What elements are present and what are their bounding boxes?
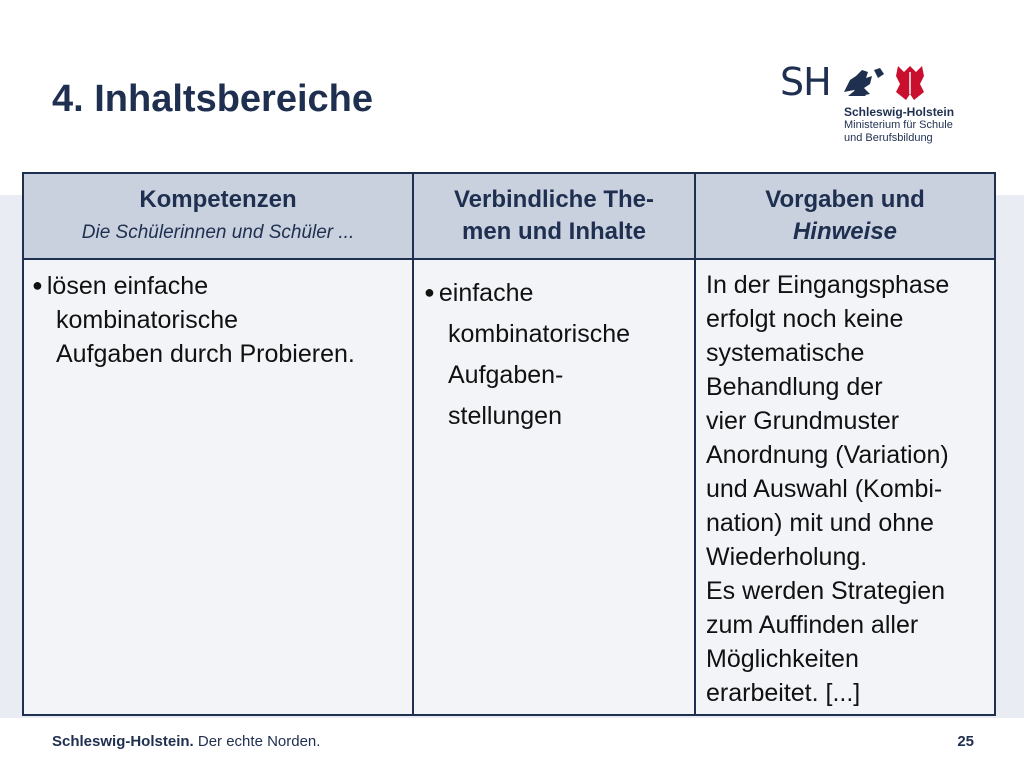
cell-vorgaben (696, 260, 994, 714)
line-text: Wiederholung. (706, 543, 868, 571)
coat-of-arms-icon (840, 62, 972, 102)
bullet-icon: ● (32, 275, 43, 295)
line-text: Aufgaben durch Probieren. (56, 340, 355, 368)
line-text: einfache (438, 279, 534, 307)
header-vorgaben (696, 174, 994, 260)
logo-line-1: Schleswig-Holstein (844, 105, 955, 119)
logo-line-3: und Berufsbildung (844, 132, 933, 144)
line-text: und Auswahl (Kombi- (706, 475, 943, 503)
cell-kompetenzen (24, 260, 414, 714)
footer-tagline: Der echte Norden. (197, 733, 321, 750)
page-number: 25 (957, 733, 974, 750)
line-text: In der Eingangsphase (706, 271, 950, 299)
logo-monogram: SH (780, 60, 831, 104)
line-text: kombinatorische (56, 306, 239, 334)
header-title: Kompetenzen (139, 186, 297, 213)
footer-brand-name: Schleswig-Holstein. (52, 733, 194, 750)
line-text: stellungen (448, 402, 562, 430)
line-text: erfolgt noch keine (706, 305, 904, 333)
header-subtitle: Die Schülerinnen und Schüler ... (81, 222, 355, 243)
header-title-line: Hinweise (792, 218, 898, 245)
logo-line-2: Ministerium für Schule (844, 119, 953, 131)
line-text: Es werden Strategien (706, 577, 946, 605)
line-text: zum Auffinden aller (706, 611, 919, 639)
line-text: Behandlung der (706, 373, 883, 401)
line-text: nation) mit und ohne (706, 509, 934, 537)
header-title-line: Verbindliche The- (453, 186, 655, 213)
page-title: 4. Inhaltsbereiche (52, 78, 374, 120)
line-text: Möglichkeiten (706, 645, 859, 673)
header-title-line: men und Inhalte (461, 218, 646, 245)
line-text: Anordnung (Variation) (706, 441, 949, 469)
list-item (32, 268, 412, 303)
header-title-line: Vorgaben und (765, 186, 925, 213)
line-text: lösen einfache (46, 272, 209, 300)
list-item (424, 272, 694, 314)
content-table (22, 172, 996, 716)
logo-wordmark (844, 106, 954, 145)
line-text: Aufgaben- (448, 361, 564, 389)
line-text: erarbeitet. [...] (706, 679, 861, 707)
bullet-icon: ● (424, 282, 435, 302)
cell-themen (414, 260, 696, 714)
line-text: kombinatorische (448, 320, 631, 348)
header-themen (414, 174, 696, 260)
line-text: vier Grundmuster (706, 407, 900, 435)
footer-brand (52, 733, 320, 750)
header-kompetenzen (24, 174, 414, 260)
line-text: systematische (706, 339, 865, 367)
ministry-logo (780, 60, 980, 150)
